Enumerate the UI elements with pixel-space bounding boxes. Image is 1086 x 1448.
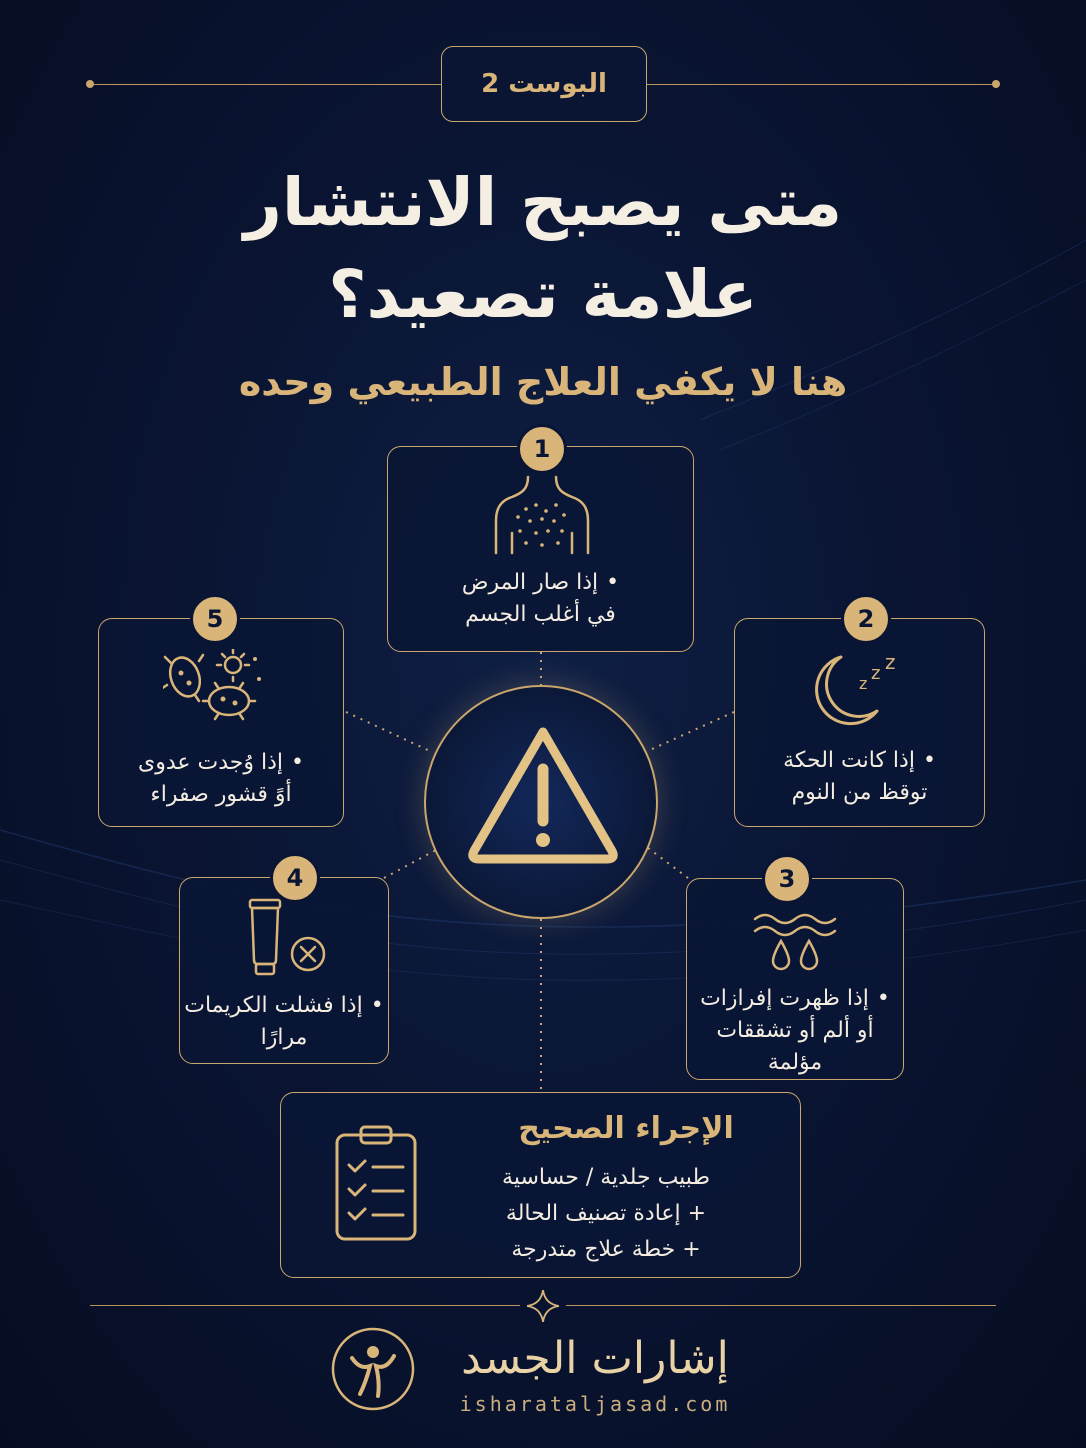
- brand-url: isharataljasad.com: [459, 1392, 731, 1416]
- action-line-2: + إعادة تصنيف الحالة: [505, 1201, 707, 1226]
- card-4-text: •إذا فشلت الكريمات مرارًا: [184, 993, 384, 1050]
- post-tag: البوست 2: [441, 46, 647, 122]
- badge-5: 5: [190, 594, 240, 644]
- cream-tube-x-icon: [244, 896, 334, 978]
- center-warning: [424, 685, 658, 919]
- card-4: [179, 877, 389, 1064]
- card-1-text: •إذا صار المرض في أغلب الجسم: [461, 570, 620, 627]
- bottom-divider-left: [90, 1305, 520, 1306]
- bacteria-icon: [163, 649, 263, 729]
- card-3-text: •إذا ظهرت إفرازات أو ألم أو تشققات مؤلمة: [700, 986, 890, 1075]
- moon-sleep-icon: [807, 649, 907, 729]
- svg-text:z: z: [885, 650, 896, 674]
- brand-name: إشارات الجسد: [461, 1333, 729, 1384]
- fluid-drops-icon: [751, 909, 841, 973]
- title-line-2: علامة تصعيد؟: [328, 256, 758, 333]
- svg-text:z: z: [859, 674, 868, 693]
- body-rash-icon: [492, 475, 592, 555]
- card-2: [734, 618, 985, 827]
- badge-2: 2: [841, 594, 891, 644]
- title-line-1: متى يصبح الانتشار: [243, 164, 843, 241]
- star-ornament-icon: [527, 1290, 559, 1322]
- badge-3: 3: [762, 854, 812, 904]
- action-title: الإجراء الصحيح: [518, 1111, 734, 1146]
- card-2-text: •إذا كانت الحكة توقظ من النوم: [783, 748, 936, 805]
- card-3: [686, 878, 904, 1080]
- subtitle: هنا لا يكفي العلاج الطبيعي وحده: [238, 360, 848, 404]
- badge-4: 4: [270, 853, 320, 903]
- warning-triangle-icon: [426, 687, 660, 921]
- svg-text:z: z: [871, 663, 881, 684]
- figure-logo-icon: [330, 1326, 416, 1412]
- clipboard-checklist-icon: [331, 1123, 421, 1243]
- badge-1: 1: [517, 424, 567, 474]
- action-line-1: طبيب جلدية / حساسية: [502, 1165, 710, 1190]
- bottom-divider-right: [566, 1305, 996, 1306]
- card-5: [98, 618, 344, 827]
- card-5-text: •إذا وُجدت عدوى أوً قشور صفراء: [138, 750, 304, 807]
- action-box: [280, 1092, 801, 1278]
- action-line-3: + خطة علاج متدرجة: [511, 1237, 701, 1262]
- card-1: [387, 446, 694, 652]
